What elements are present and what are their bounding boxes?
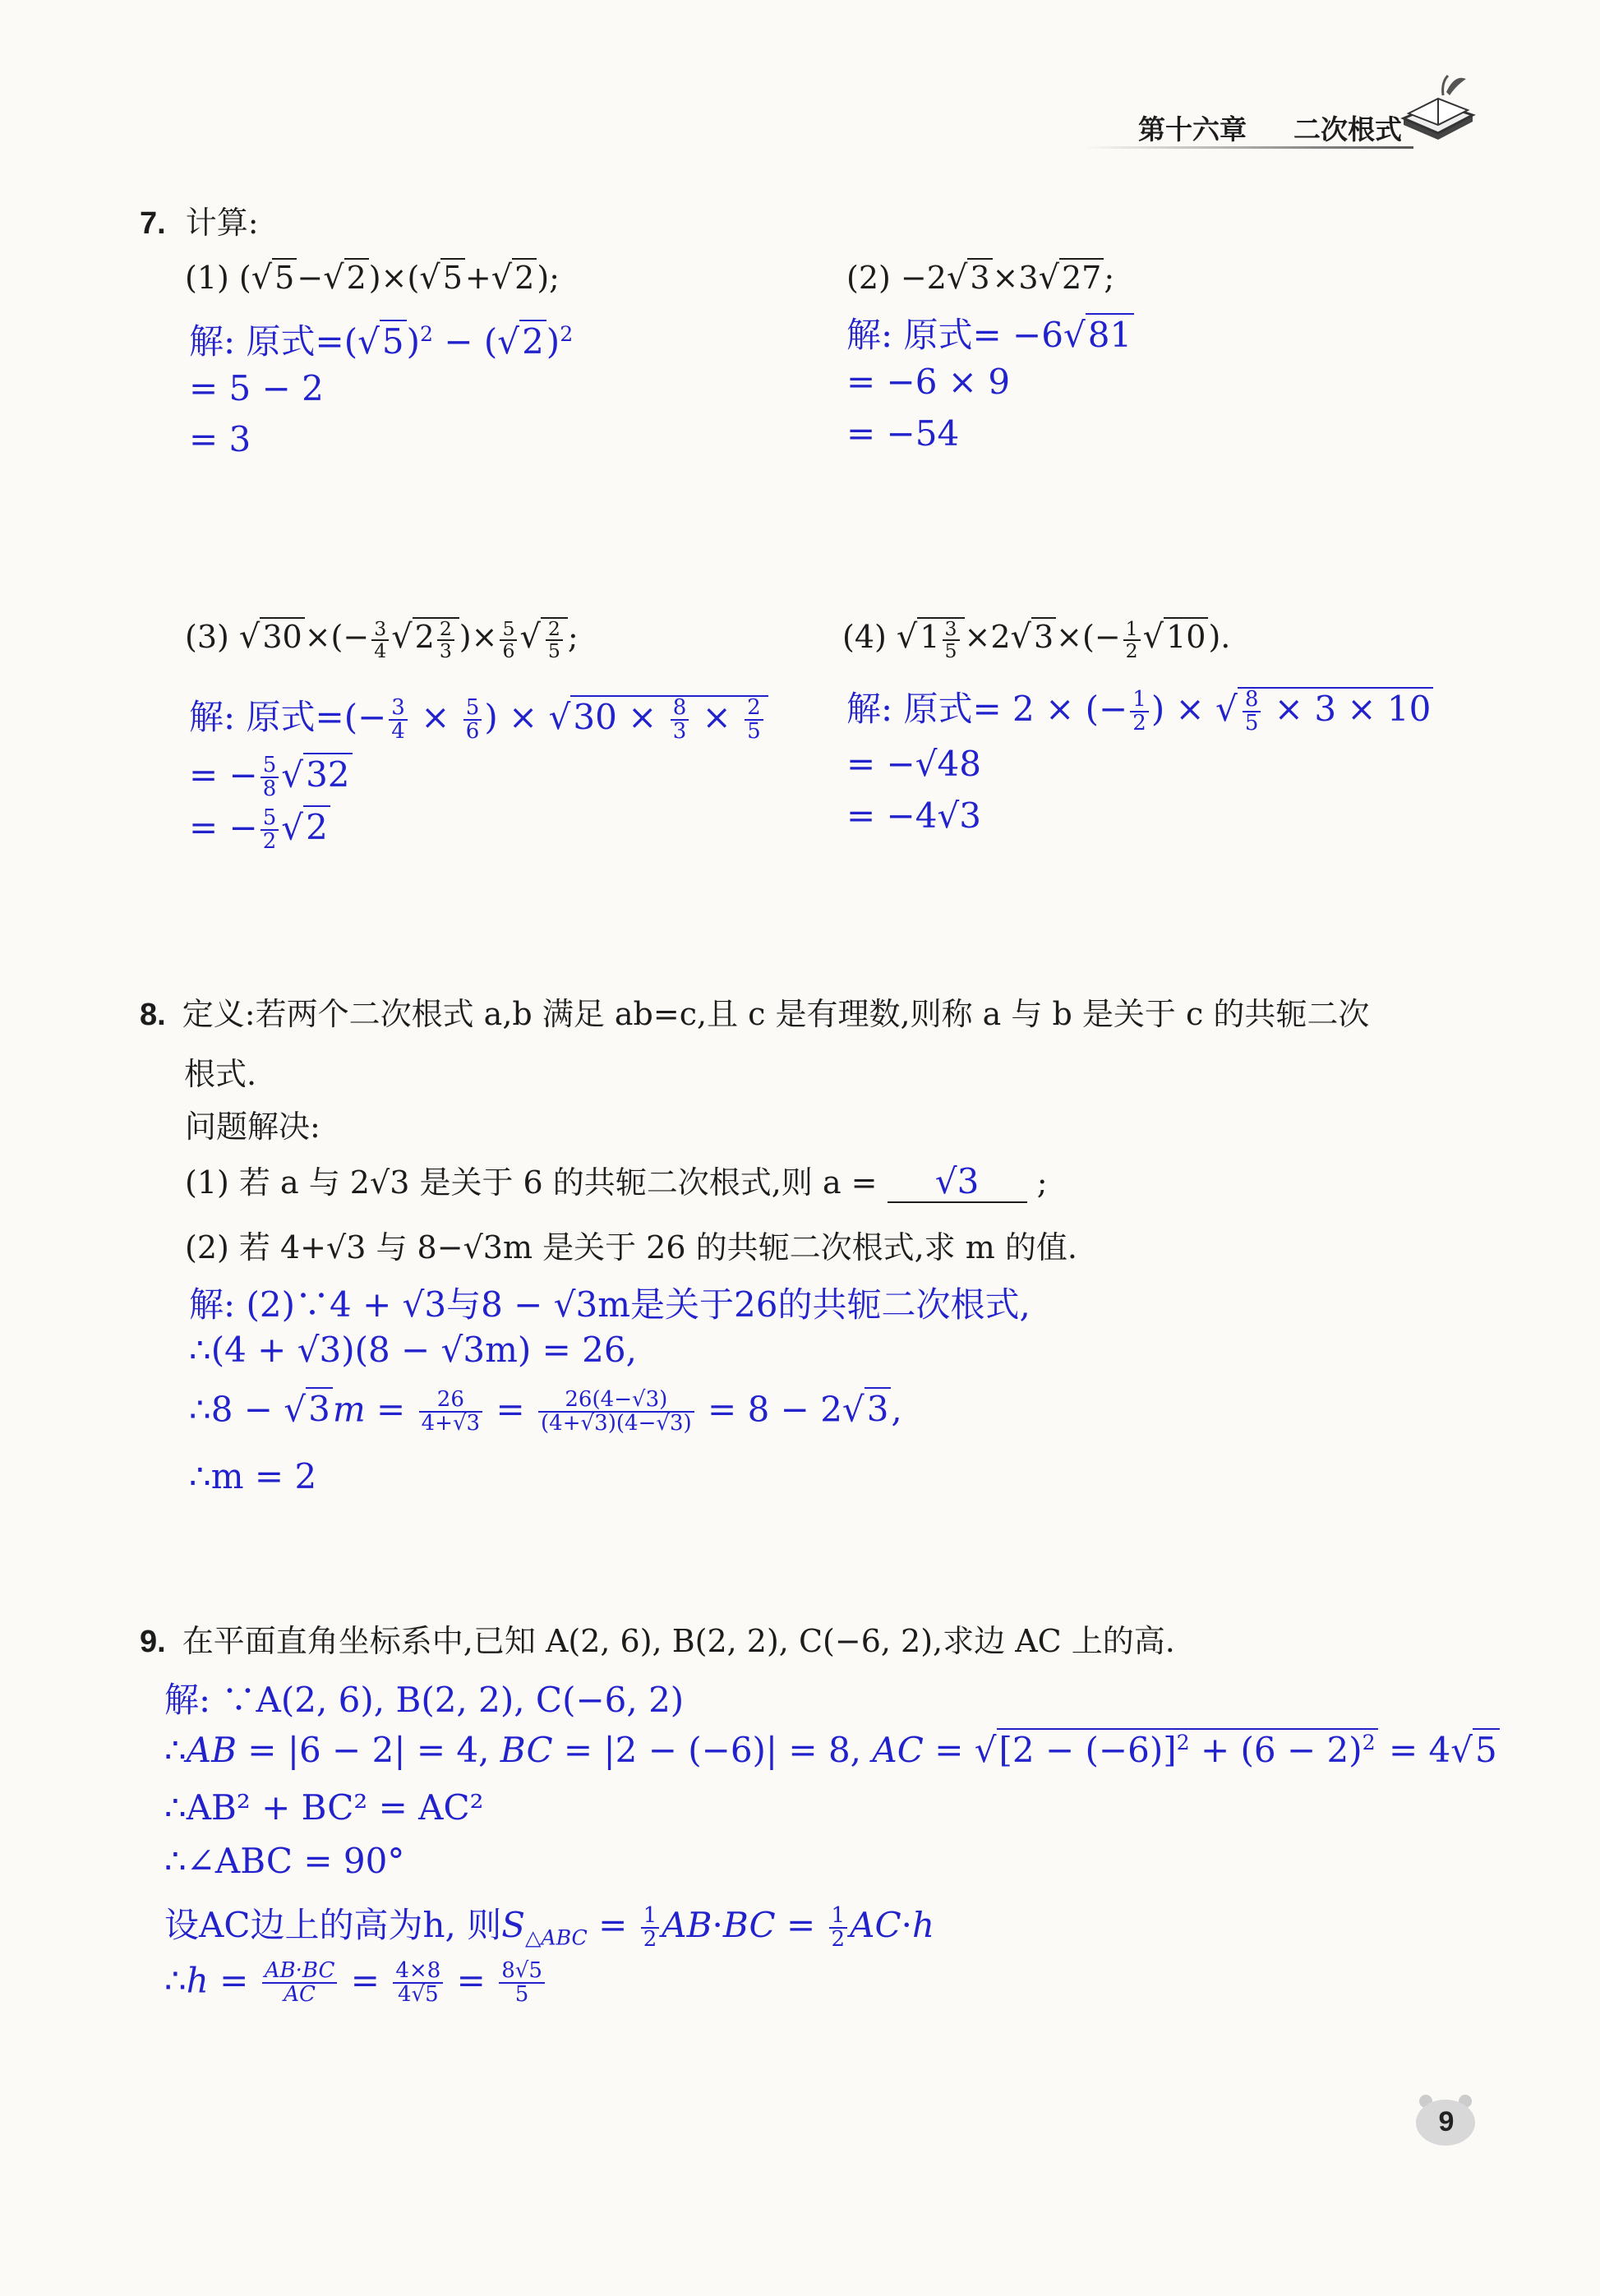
header-rule	[1085, 146, 1413, 149]
q9-stem: 9. 在平面直角坐标系中,已知 A(2, 6), B(2, 2), C(−6, 2),求边 AC 上的高.	[140, 1623, 1175, 1659]
q9-solution-line2: ∴AB = |6 − 2| = 4, BC = |2 − (−6)| = 8, AC = $√[2 - (-6)]^2 + (6 - 2)^2 = 4√5$	[164, 1730, 1500, 1770]
q9-solution-line4: ∴∠ABC = 90°	[164, 1841, 405, 1881]
q7-p1-solution-line1: 解: 原式$=(√5)^2 - (√2)^2$	[189, 321, 574, 362]
q8-p2: (2) 若 4+√3 与 8−√3m 是关于 26 的共轭二次根式,求 m 的值.	[185, 1229, 1077, 1266]
q7-p1-solution-line3: = 3	[189, 419, 251, 459]
q9-solution-line3: ∴AB² + BC² = AC²	[164, 1787, 484, 1828]
q7-p2-solution-line3: = −54	[846, 413, 960, 454]
q7-p1-problem: (1) (√5−√2)×(√5+√2);	[185, 259, 560, 297]
q8-subtitle: 问题解决:	[185, 1109, 320, 1145]
page-number-badge	[1409, 2091, 1483, 2149]
q8-number: 8.	[140, 998, 166, 1032]
page-number: 9	[1438, 2106, 1455, 2137]
q7-p4-solution-line2: = −√48	[846, 744, 981, 784]
q7-p2-solution-line1: 解: 原式= −6√81	[846, 308, 1134, 357]
q8-solution-line2: ∴(4 + √3)(8 − √3m) = 26,	[189, 1330, 637, 1370]
q7-p4-solution-line3: = −4√3	[846, 795, 981, 836]
q9-solution-line5: 设AC边上的高为h, 则$S_{\triangle ABC}$ = $\frac{1}{2}$ AB·BC = $\frac{1}{2}$ AC·h	[164, 1902, 934, 1952]
q8-p1-answer-blank[interactable]: √3	[888, 1161, 1027, 1203]
q9-number: 9.	[140, 1625, 166, 1659]
q7-p4-problem: (4) √1 $\frac{3}{5}$ ×2√3×(− $\frac{1}{2}$ √10).	[842, 616, 1231, 662]
q7-p3-problem: (3) √30×(− $\frac{3}{4}$ √2 $\frac{2}{3}$ )× $\frac{5}{6}$ √ $\frac{2}{5}$ ;	[185, 616, 579, 662]
q7-p2-solution-line2: = −6 × 9	[846, 362, 1011, 402]
q9-solution-line6: ∴h = $\frac{AB\cdot BC}{AC}$ = $\frac{4\times 8}{4√5}$ = $\frac{8√5}{5}$	[164, 1960, 547, 2007]
q8-solution-line4: ∴m = 2	[189, 1456, 317, 1496]
q7-label: 计算:	[185, 205, 259, 241]
q8-solution-line3: ∴8 − √3m = $\frac{26}{4+√3}$ = $\frac{26(4-√3)}{(4+√3)(4-√3)}$ = 8 − 2√3,	[189, 1387, 902, 1436]
q7-heading	[140, 197, 259, 242]
q7-p3-solution-line1: 解: 原式=(− $\frac{3}{4}$ × $\frac{5}{6}$ ) × √30 × $\frac{8}{3}$ × $\frac{2}{5}$	[189, 690, 768, 743]
q7-number: 7.	[140, 206, 166, 241]
q7-p1-solution-line2: = 5 − 2	[189, 368, 324, 408]
q7-p2-problem: (2) −2√3×3√27;	[846, 259, 1115, 297]
q7-p3-solution-line3: = − $\frac{5}{2}$ √2	[189, 807, 330, 854]
chapter-title: 二次根式	[1293, 113, 1402, 145]
book-icon	[1397, 67, 1479, 150]
q8-p1: (1) 若 a 与 2√3 是关于 6 的共轭二次根式,则 a = √3 ;	[185, 1161, 1048, 1201]
q8-definition: 8. 定义:若两个二次根式 a,b 满足 ab=c,且 c 是有理数,则称 a 与 b 是关于 c 的共轭二次 根式.	[140, 996, 1370, 1092]
running-header	[1138, 108, 1402, 147]
q7-p4-solution-line1: 解: 原式= 2 × (− $\frac{1}{2}$ ) × √ $\frac{8}{5}$ × 3 × 10	[846, 682, 1433, 735]
q7-p3-solution-line2: = − $\frac{5}{8}$ √32	[189, 754, 353, 801]
q8-solution-line1: 解: (2)∵4 + √3与8 − √3m是关于26的共轭二次根式,	[189, 1284, 1031, 1325]
q9-solution-line1: 解: ∵A(2, 6), B(2, 2), C(−6, 2)	[164, 1680, 685, 1720]
chapter-number: 第十六章	[1138, 113, 1247, 145]
